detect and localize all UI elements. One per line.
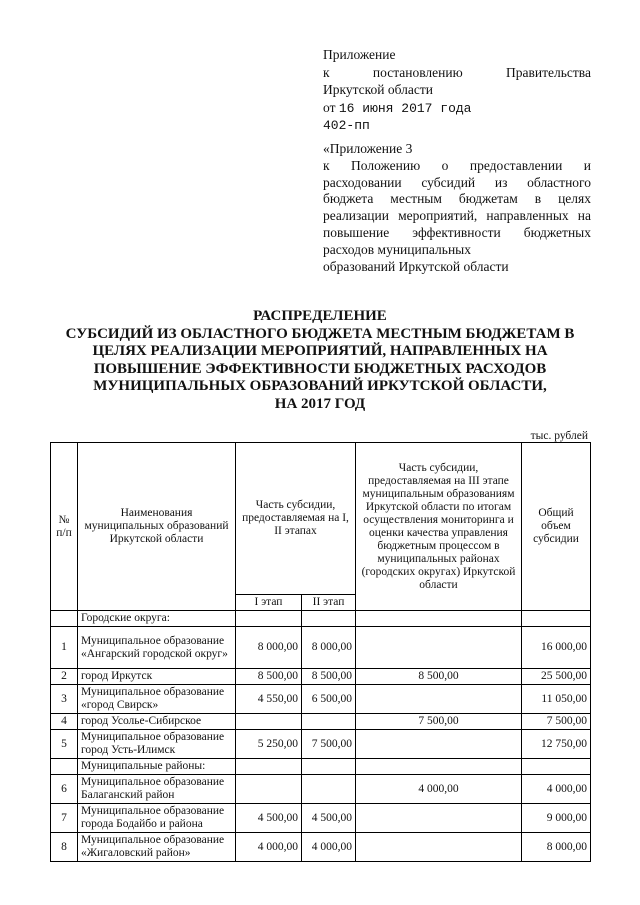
section-label: Городские округа: [78,611,236,627]
row-stage-2: 7 500,00 [302,730,356,759]
section-empty-cell [51,759,78,775]
row-stage-1 [236,714,302,730]
row-total: 16 000,00 [522,627,591,669]
row-stage-3 [356,627,522,669]
row-name: Муниципальное образование «город Свирск» [78,685,236,714]
title-line-5: МУНИЦИПАЛЬНЫХ ОБРАЗОВАНИЙ ИРКУТСКОЙ ОБЛАСТИ, [93,378,547,394]
subheader-stage-1: I этап [236,595,302,611]
table-row [51,669,591,685]
row-name: Муниципальное образование «Ангарский городской округ» [78,627,236,669]
row-total: 4 000,00 [522,775,591,804]
annex-text-last-line: образований Иркутской области [323,258,509,274]
header-number: № п/п [51,443,78,611]
row-total: 11 050,00 [522,685,591,714]
row-total: 8 000,00 [522,833,591,862]
header-word-government: Правительства [506,64,591,80]
table-row [51,685,591,714]
table-row [51,775,591,804]
row-stage-1: 8 500,00 [236,669,302,685]
section-empty-cell [356,611,522,627]
row-stage-2: 4 000,00 [302,833,356,862]
units-label: тыс. рублей [530,430,588,442]
section-empty-cell [236,611,302,627]
title-line-4: ПОВЫШЕНИЕ ЭФФЕКТИВНОСТИ БЮДЖЕТНЫХ РАСХОДОВ [93,360,547,377]
table-row [51,627,591,669]
date-value: 16 июня 2017 года [338,100,472,116]
row-stage-3: 4 000,00 [356,775,522,804]
row-stage-3: 7 500,00 [356,714,522,730]
section-empty-cell [302,611,356,627]
header-word-k: к [323,64,330,80]
header-word-resolution: постановлению [372,64,463,80]
section-label: Муниципальные районы: [78,759,236,775]
header-part-stages-1-2: Часть субсидии, предоставляемая на I, II этапах [236,443,356,595]
row-stage-1: 4 000,00 [236,833,302,862]
row-number: 5 [51,730,78,759]
subsidy-table [50,442,591,862]
table-row [51,730,591,759]
header-name: Наименования муниципальных образований Иркутской области [78,443,236,611]
row-name: Муниципальное образование города Бодайбо и района [78,804,236,833]
row-stage-1: 4 550,00 [236,685,302,714]
row-number: 1 [51,627,78,669]
title-line-1: РАСПРЕДЕЛЕНИЕ [253,308,387,324]
resolution-number: 402-пп [323,118,370,133]
subheader-stage-2: II этап [302,595,356,611]
row-stage-2: 8 000,00 [302,627,356,669]
row-total: 9 000,00 [522,804,591,833]
row-stage-1: 4 500,00 [236,804,302,833]
header-line-region: Иркутской области [323,82,434,97]
section-empty-cell [51,611,78,627]
row-name: город Усолье-Сибирское [78,714,236,730]
header-part-stage-3: Часть субсидии, предоставляемая на III этапе муниципальным образованиям Иркутской области по итогам осуществления мониторинга и оценки качества управления бюджетным процессом в муниципальных районах (городских округах) Иркутской области [356,443,522,611]
title-line-3: ЦЕЛЯХ РЕАЛИЗАЦИИ МЕРОПРИЯТИЙ, НАПРАВЛЕННЫХ НА [92,343,548,359]
row-stage-1: 8 000,00 [236,627,302,669]
title-line-6: НА 2017 ГОД [274,395,366,412]
resolution-reference [323,46,591,135]
header-line-resolution [323,64,591,82]
document-title [40,308,600,413]
section-empty-cell [236,759,302,775]
row-stage-3 [356,730,522,759]
annex-text: к Положению о предоставлении и расходовании субсидий из областного бюджета местным бюджетам в целях реализации мероприятий, направленных на повышение эффективности бюджетных расходов муниципальных [323,157,591,257]
row-number: 3 [51,685,78,714]
section-empty-cell [356,759,522,775]
row-name: Муниципальное образование город Усть-Илимск [78,730,236,759]
section-row-municipal-districts [51,759,591,775]
header-total: Общий объем субсидии [522,443,591,611]
table-row [51,714,591,730]
section-empty-cell [522,759,591,775]
row-stage-1: 5 250,00 [236,730,302,759]
row-number: 7 [51,804,78,833]
section-row-city-districts [51,611,591,627]
row-total: 25 500,00 [522,669,591,685]
row-number: 8 [51,833,78,862]
row-stage-2: 4 500,00 [302,804,356,833]
annex-reference [323,141,591,275]
row-stage-2 [302,714,356,730]
row-name: Муниципальное образование Балаганский район [78,775,236,804]
section-empty-cell [522,611,591,627]
row-stage-3 [356,685,522,714]
table-row [51,833,591,862]
row-stage-3 [356,833,522,862]
row-stage-2: 6 500,00 [302,685,356,714]
row-stage-3 [356,804,522,833]
row-total: 12 750,00 [522,730,591,759]
date-prefix: от [323,99,336,115]
row-number: 4 [51,714,78,730]
row-stage-2: 8 500,00 [302,669,356,685]
title-line-2: СУБСИДИЙ ИЗ ОБЛАСТНОГО БЮДЖЕТА МЕСТНЫМ БЮДЖЕТАМ В [65,325,575,342]
row-stage-3: 8 500,00 [356,669,522,685]
annex-title: «Приложение 3 [323,141,413,156]
row-name: город Иркутск [78,669,236,685]
row-total: 7 500,00 [522,714,591,730]
table-row [51,804,591,833]
row-name: Муниципальное образование «Жигаловский район» [78,833,236,862]
header-line-date [323,99,591,118]
row-stage-2 [302,775,356,804]
row-stage-1 [236,775,302,804]
section-empty-cell [302,759,356,775]
row-number: 2 [51,669,78,685]
row-number: 6 [51,775,78,804]
table-header-row [51,443,591,595]
header-line-appendix: Приложение [323,47,396,62]
